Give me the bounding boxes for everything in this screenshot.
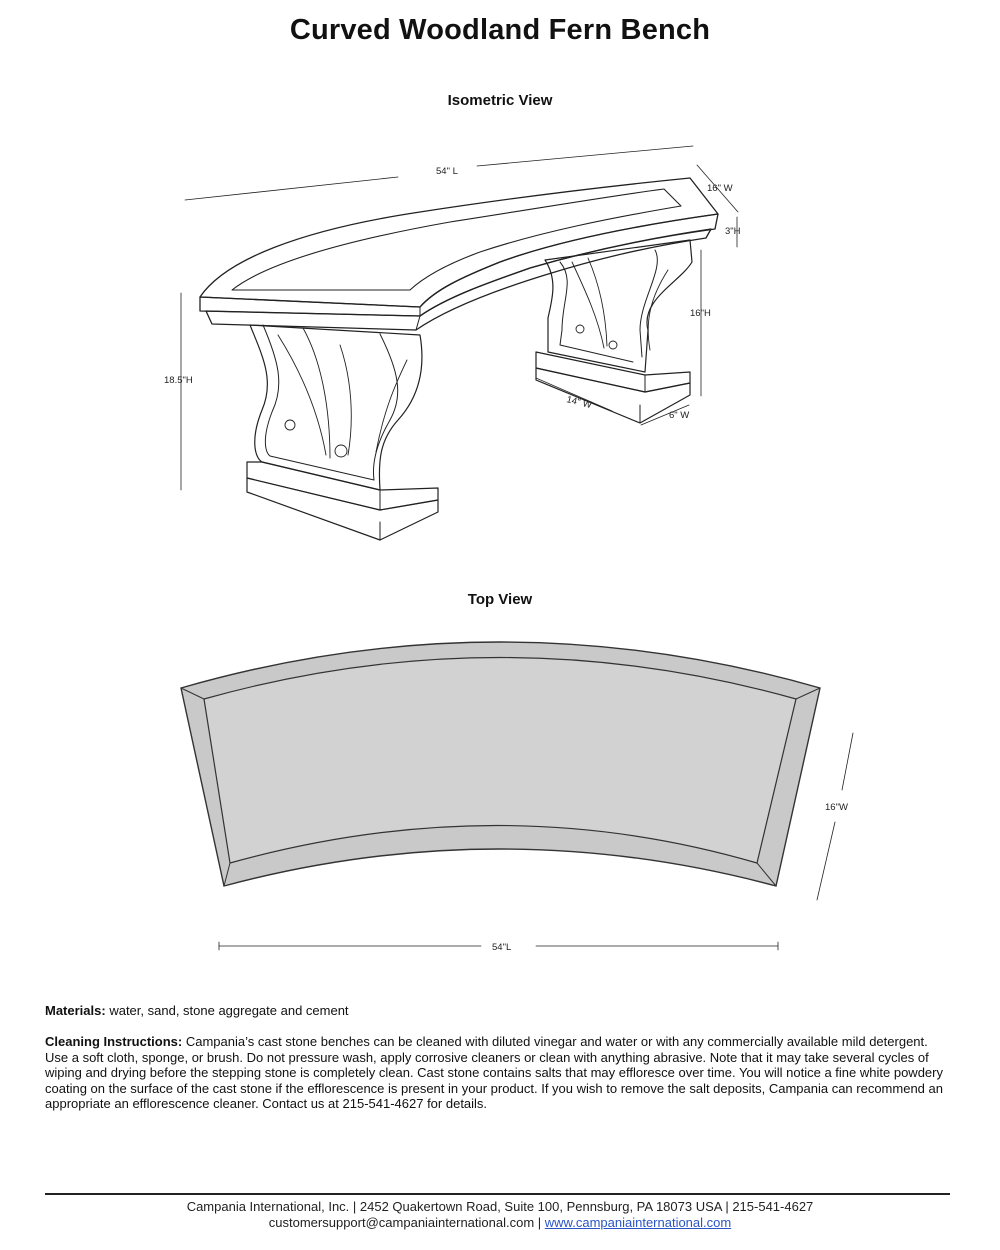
dimension-16-top-width: [697, 165, 738, 212]
footer-contact: [0, 1215, 1000, 1230]
left-pedestal: [247, 325, 438, 540]
bench-seat: [200, 178, 718, 330]
dim-base-width-label: 6" W: [669, 410, 690, 421]
footer-divider: [45, 1193, 950, 1195]
materials-text: water, sand, stone aggregate and cement: [109, 1003, 349, 1018]
dimension-16-width-top: [817, 733, 853, 900]
dim-length-label: 54" L: [436, 166, 458, 177]
dimension-3-height: [725, 217, 741, 247]
cleaning-label: Cleaning Instructions:: [45, 1034, 183, 1049]
isometric-bench-drawing: [0, 140, 1000, 540]
dim-length-top-label: 54"L: [492, 942, 512, 953]
dimension-18-5-height: [164, 293, 193, 490]
dim-overall-height-label: 18.5"H: [164, 375, 193, 386]
dim-top-height-label: 3"H: [725, 226, 741, 237]
cleaning-text: Campania’s cast stone benches can be cleaned with diluted vinegar and water or with any commercially available mild detergent. Use a soft cloth, sponge, or brush. Do not pressure wash, apply corrosive cleaners or clean with anything abrasive. Note that it may take several cycles of wiping and drying before the stepping stone is completely clean. Cast stone contains salts that may effloresce over time. You will notice a fine white powdery coating on the surface of the cast stone if the efflorescence is present in your product. If you wish to remove the salt deposits, Campania can recommend an appropriate an efflorescence cleaner. Contact us at 215-541-4627 for details.: [45, 1034, 943, 1111]
footer-separator: |: [534, 1215, 545, 1230]
cleaning-paragraph: [45, 1034, 950, 1112]
dimension-54-length-top: [219, 942, 778, 953]
top-view-drawing: [0, 620, 1000, 960]
dim-base-height-label: 16"H: [690, 308, 711, 319]
dimension-16-height: [690, 250, 711, 396]
isometric-view-heading: Isometric View: [447, 92, 553, 109]
dim-base-length-label: 14" W: [565, 394, 593, 412]
materials-label: Materials:: [45, 1003, 106, 1018]
right-pedestal: [536, 240, 692, 423]
dimension-6-width: [641, 405, 689, 425]
footer-address: Campania International, Inc. | 2452 Quakertown Road, Suite 100, Pennsburg, PA 18073 USA | 215-541-4627: [186, 1199, 814, 1214]
dim-width-label: 16"W: [825, 802, 848, 813]
dimension-54-length: [185, 146, 693, 200]
page-title: Curved Woodland Fern Bench: [289, 14, 711, 46]
materials-paragraph: [45, 1003, 950, 1019]
footer-email[interactable]: customersupport@campaniainternational.com: [268, 1215, 535, 1230]
top-view-heading: Top View: [467, 591, 533, 608]
dim-top-width-label: 16" W: [707, 183, 733, 194]
footer-website-link[interactable]: www.campaniainternational.com: [544, 1215, 732, 1230]
